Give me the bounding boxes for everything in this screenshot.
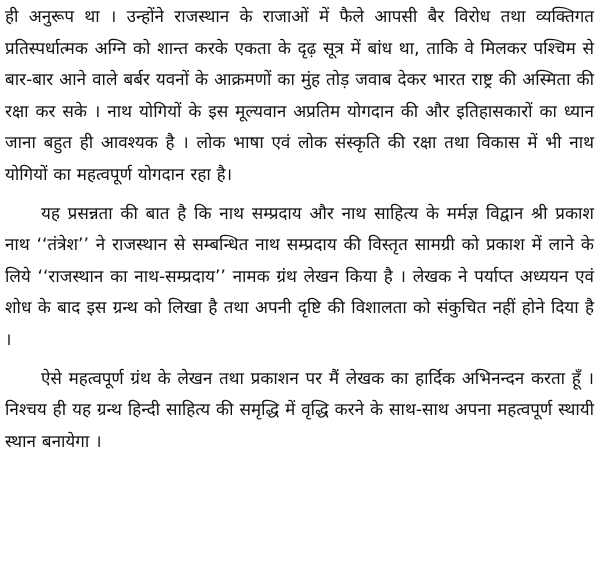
paragraph-3: ऐसे महत्वपूर्ण ग्रंथ के लेखन तथा प्रकाशन पर मैं लेखक का हार्दिक अभिनन्दन करता हूँ । निश्चय ही यह ग्रन्थ हिन्दी साहित्य की समृद्धि में वृद्धि करने के साथ-साथ अपना महत्वपूर्ण स्थायी स्थान बनायेगा । <box>5 368 594 452</box>
paragraph-1: ही अनुरूप था । उन्होंने राजस्थान के राजाओं में फैले आपसी बैर विरोध तथा व्यक्तिगत प्रतिस्पर्धात्मक अग्नि को शान्त करके एकता के दृढ़ सूत्र में बांध था, ताकि वे मिलकर पश्चिम से बार-बार आने वाले बर्बर यवनों के आक्रमणों का मुंह तोड़ जवाब देकर भारत राष्ट्र की अस्मिता की रक्षा कर सके । नाथ योगियों के इस मूल्यवान अप्रतिम योगदान की और इतिहासकारों का ध्यान जाना बहुत ही आवश्यक है । लोक भाषा एवं लोक संस्कृति की रक्षा तथा विकास में भी नाथ योगियों का महत्वपूर्ण योगदान रहा है। <box>5 7 594 185</box>
paragraph-2: यह प्रसन्नता की बात है कि नाथ सम्प्रदाय और नाथ साहित्य के मर्मज्ञ विद्वान श्री प्रकाश नाथ ‘‘तंत्रेश’’ ने राजस्थान से सम्बन्धित नाथ सम्प्रदाय की विस्तृत सामग्री को प्रकाश में लाने के लिये ‘‘राजस्थान का नाथ-सम्प्रदाय’’ नामक ग्रंथ लेखन किया है । लेखक ने पर्याप्त अध्ययन एवं शोध के बाद इस ग्रन्थ को लिखा है तथा अपनी दृष्टि की विशालता को संकुचित नहीं होने दिया है । <box>5 203 594 350</box>
